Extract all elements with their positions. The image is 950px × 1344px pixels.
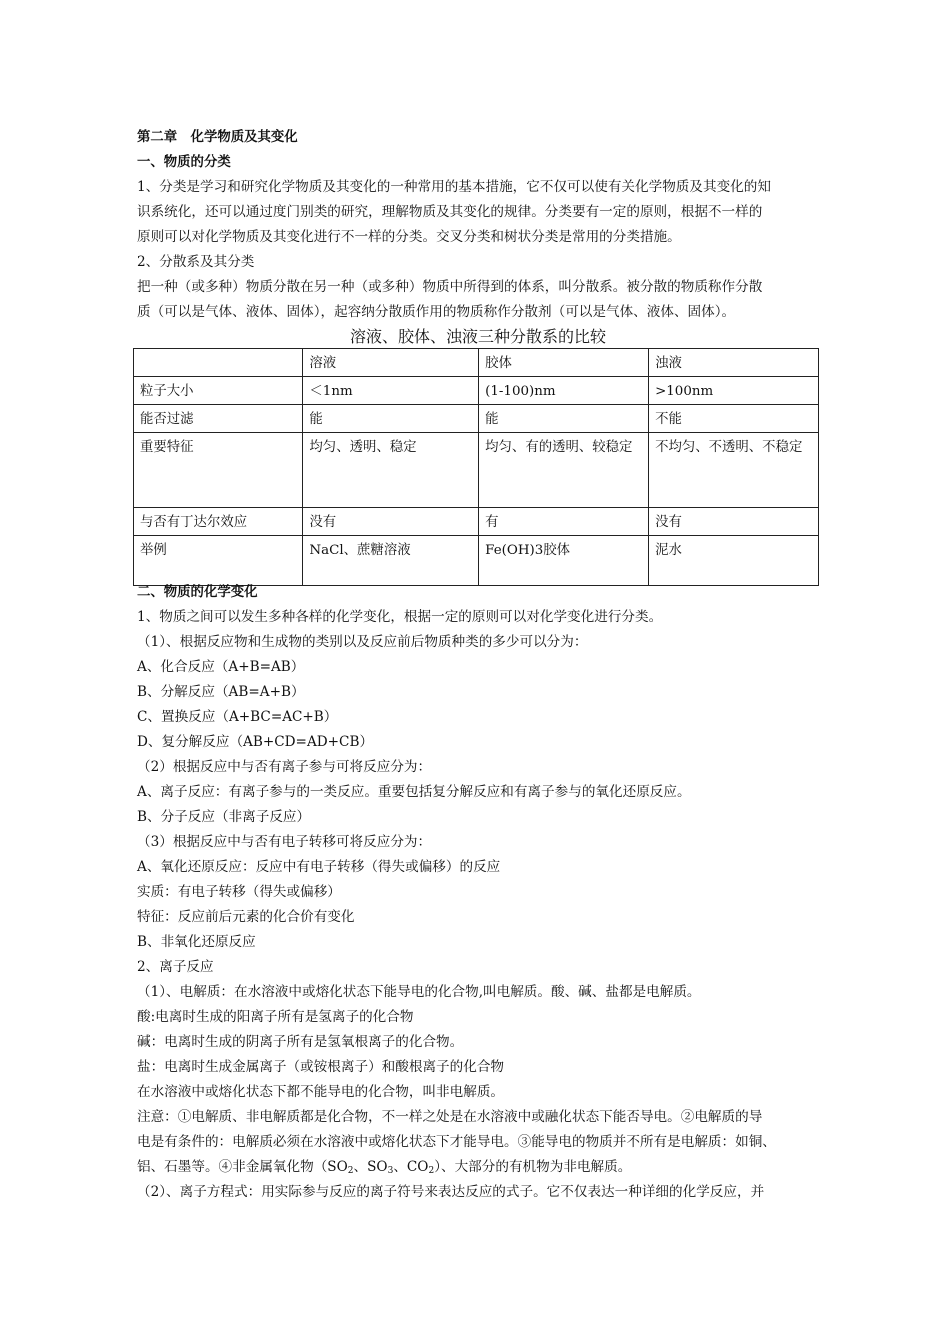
paragraph-line: 原则可以对化学物质及其变化进行不一样的分类。交叉分类和树状分类是常用的分类措施。 (137, 229, 681, 245)
table-title: 溶液、胶体、浊液三种分散系的比较 (349, 327, 606, 346)
table-cell: 泥水 (649, 536, 819, 586)
text-segment: 铝、石墨等。④非金属氧化物（SO (137, 1159, 348, 1175)
paragraph-line: 注意：①电解质、非电解质都是化合物，不一样之处是在水溶液中或融化状态下能否导电。②电解质的导 (137, 1109, 763, 1125)
table-cell: 没有 (303, 508, 479, 536)
table-row (134, 405, 819, 433)
text-segment: ）、大部分的有机物为非电解质。 (434, 1159, 632, 1175)
paragraph-line: 酸:电离时生成的阳离子所有是氢离子的化合物 (137, 1009, 414, 1025)
table-cell: NaCl、蔗糖溶液 (303, 536, 479, 586)
table-cell: 重要特征 (134, 433, 303, 508)
table-row (134, 433, 819, 508)
table-cell: 均匀、有的透明、较稳定 (479, 433, 649, 508)
paragraph-line: B、非氧化还原反应 (137, 934, 256, 950)
paragraph-line: 质（可以是气体、液体、固体），起容纳分散质作用的物质称作分散剂（可以是气体、液体、固体）。 (137, 304, 736, 320)
table-row (134, 508, 819, 536)
table-cell: 不能 (649, 405, 819, 433)
table-cell: 能 (303, 405, 479, 433)
paragraph-line: 电是有条件的：电解质必须在水溶液中或熔化状态下才能导电。③能导电的物质并不所有是电解质：如铜、 (137, 1134, 776, 1150)
paragraph-line: 1、物质之间可以发生多种各样的化学变化，根据一定的原则可以对化学变化进行分类。 (137, 609, 663, 625)
text-segment: 、CO (393, 1159, 429, 1175)
section-heading-chemical-change: 二、物质的化学变化 (137, 585, 258, 600)
table-cell: (1-100)nm (479, 377, 649, 405)
table-header-cell: 胶体 (479, 349, 649, 377)
section-heading-classification: 一、物质的分类 (137, 155, 231, 170)
table-cell: 不均匀、不透明、不稳定 (649, 433, 819, 508)
table-row (134, 536, 819, 586)
paragraph-line: （3）根据反应中与否有电子转移可将反应分为： (137, 834, 432, 850)
table-header-cell: 溶液 (303, 349, 479, 377)
paragraph-line: 把一种（或多种）物质分散在另一种（或多种）物质中所得到的体系，叫分散系。被分散的物质称作分散 (137, 279, 763, 295)
paragraph-line: A、氧化还原反应：反应中有电子转移（得失或偏移）的反应 (137, 859, 501, 875)
paragraph-line: B、分子反应（非离子反应） (137, 809, 311, 825)
paragraph-line: 识系统化，还可以通过度门别类的研究，理解物质及其变化的规律。分类要有一定的原则，根据不一样的 (137, 204, 763, 220)
table-cell: 有 (479, 508, 649, 536)
paragraph-line: A、离子反应：有离子参与的一类反应。重要包括复分解反应和有离子参与的氧化还原反应。 (137, 784, 691, 800)
text-segment: 、SO (353, 1159, 388, 1175)
paragraph-line: （1）、电解质：在水溶液中或熔化状态下能导电的化合物,叫电解质。酸、碱、盐都是电解质。 (137, 984, 701, 1000)
table-cell: >100nm (649, 377, 819, 405)
table-cell: 均匀、透明、稳定 (303, 433, 479, 508)
paragraph-line: D、复分解反应（AB+CD=AD+CB） (137, 734, 374, 750)
table-cell: 能 (479, 405, 649, 433)
table-row (134, 377, 819, 405)
subheading-dispersion: 2、分散系及其分类 (137, 254, 255, 270)
table-header-row (134, 349, 819, 377)
paragraph-line: 盐：电离时生成金属离子（或铵根离子）和酸根离子的化合物 (137, 1059, 505, 1075)
paragraph-line: A、化合反应（A+B=AB） (137, 659, 305, 675)
table-header-cell: 浊液 (649, 349, 819, 377)
paragraph-line: 在水溶液中或熔化状态下都不能导电的化合物，叫非电解质。 (137, 1084, 505, 1100)
table-cell: 举例 (134, 536, 303, 586)
table-cell: 与否有丁达尔效应 (134, 508, 303, 536)
paragraph-line: 1、分类是学习和研究化学物质及其变化的一种常用的基本措施，它不仅可以使有关化学物质及其变化的知 (137, 179, 771, 195)
paragraph-line: 实质：有电子转移（得失或偏移） (137, 884, 341, 900)
table-cell: Fe(OH)3胶体 (479, 536, 649, 586)
chapter-title: 第二章 化学物质及其变化 (137, 130, 298, 145)
paragraph-line: （2）、离子方程式：用实际参与反应的离子符号来表达反应的式子。它不仅表达一种详细的化学反应，并 (137, 1184, 765, 1200)
paragraph-line: B、分解反应（AB=A+B） (137, 684, 305, 700)
subscript: 2 (347, 1166, 354, 1176)
paragraph-line: （2）根据反应中与否有离子参与可将反应分为： (137, 759, 432, 775)
table-cell: 粒子大小 (134, 377, 303, 405)
subscript: 2 (428, 1166, 435, 1176)
paragraph-line: （1）、根据反应物和生成物的类别以及反应前后物质种类的多少可以分为： (137, 634, 588, 650)
table-cell: ＜1nm (303, 377, 479, 405)
paragraph-line: 碱：电离时生成的阴离子所有是氢氧根离子的化合物。 (137, 1034, 464, 1050)
paragraph-line: 2、离子反应 (137, 959, 214, 975)
table-header-cell (134, 349, 303, 377)
paragraph-line: 特征：反应前后元素的化合价有变化 (137, 909, 355, 925)
paragraph-line: C、置换反应（A+BC=AC+B） (137, 709, 338, 725)
subscript: 3 (387, 1166, 394, 1176)
table-cell: 没有 (649, 508, 819, 536)
table-cell: 能否过滤 (134, 405, 303, 433)
comparison-table (133, 348, 819, 586)
paragraph-line-with-formulas (137, 1155, 817, 1180)
